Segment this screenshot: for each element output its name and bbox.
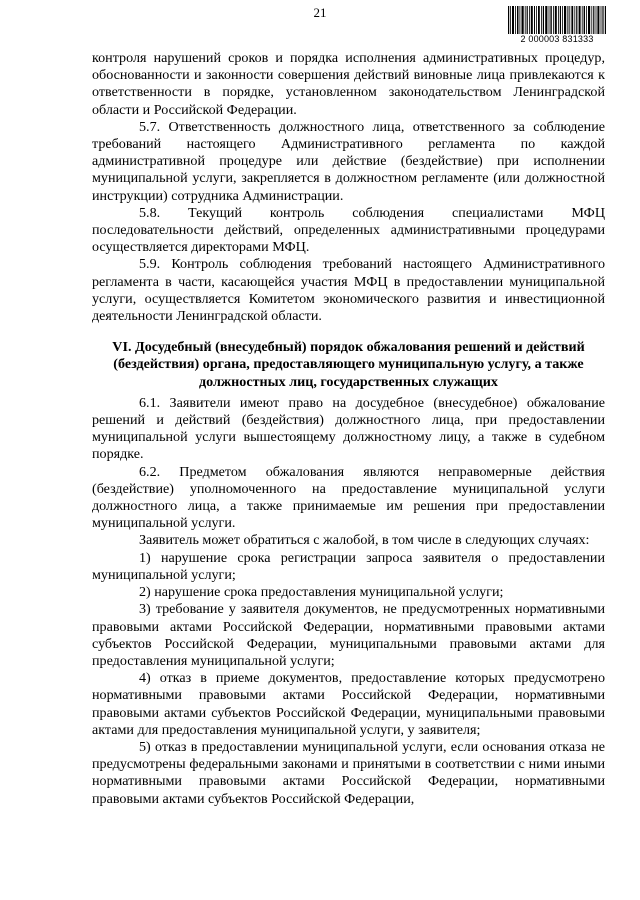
paragraph: 6.2. Предметом обжалования являются неправомерные действия (бездействие) уполномоченного на предоставление муниципальной услуги должностного лица, а также принимаемые им решения при предоставлении муниципальной услуги. — [92, 463, 605, 532]
document-body — [92, 50, 605, 808]
barcode — [508, 6, 606, 44]
page-number: 21 — [313, 5, 327, 20]
section-heading: VI. Досудебный (внесудебный) порядок обжалования решений и действий (бездействия) органа, предоставляющего муниципальную услугу, а также должностных лиц, государственных служащих — [112, 339, 585, 390]
list-item: 3) требование у заявителя документов, не предусмотренных нормативными правовыми актами Российской Федерации, нормативными правовыми актами субъектов Российской Федерации, муниципальными правовыми актами для предоставления муниципальной услуги; — [92, 601, 605, 669]
barcode-image — [508, 6, 606, 34]
paragraph: Заявитель может обратиться с жалобой, в том числе в следующих случаях: — [139, 532, 590, 549]
paragraph: 6.1. Заявители имеют право на досудебное (внесудебное) обжалование решений и действий (бездействия) должностного лица, при предоставлении муниципальной услуги вышестоящему должностному лицу, а также в судебном порядке. — [92, 394, 605, 463]
list-item: 4) отказ в приеме документов, предоставление которых предусмотрено нормативными правовыми актами Российской Федерации, нормативными правовыми актами субъектов Российской Федерации, муниципальными правовыми актами для предоставления муниципальной услуги, у заявителя; — [92, 670, 605, 738]
list-item: 5) отказ в предоставлении муниципальной услуги, если основания отказа не предусмотрены федеральными законами и принятыми в соответствии с ними иными нормативными правовыми актами Российской Федерации, нормативными правовыми актами субъектов Российской Федерации, — [92, 738, 605, 807]
barcode-number: 2 000003 831333 — [520, 34, 594, 44]
list-item: 2) нарушение срока предоставления муниципальной услуги; — [139, 584, 504, 601]
paragraph: 5.7. Ответственность должностного лица, ответственного за соблюдение требований настоящего Административного регламента по каждой административной процедуре или действие (бездействие) при исполнении муниципальной услуги, закрепляется в должностном регламенте (или должностной инструкции) сотрудника Администрации. — [92, 118, 605, 204]
paragraph: 5.9. Контроль соблюдения требований настоящего Административного регламента в части, касающейся участия МФЦ в предоставлении муниципальной услуги, осуществляется Комитетом экономического развития и инвестиционной деятельности Ленинградской области. — [92, 256, 605, 325]
paragraph: контроля нарушений сроков и порядка исполнения административных процедур, обоснованности и законности совершения действий виновные лица привлекаются к ответственности в порядке, установленном законодательством Ленинградской области и Российской Федерации. — [92, 50, 605, 118]
list-item: 1) нарушение срока регистрации запроса заявителя о предоставлении муниципальной услуги; — [92, 549, 605, 583]
paragraph: 5.8. Текущий контроль соблюдения специалистами МФЦ последовательности действий, определенных административными процедурами осуществляется директорами МФЦ. — [92, 204, 605, 256]
